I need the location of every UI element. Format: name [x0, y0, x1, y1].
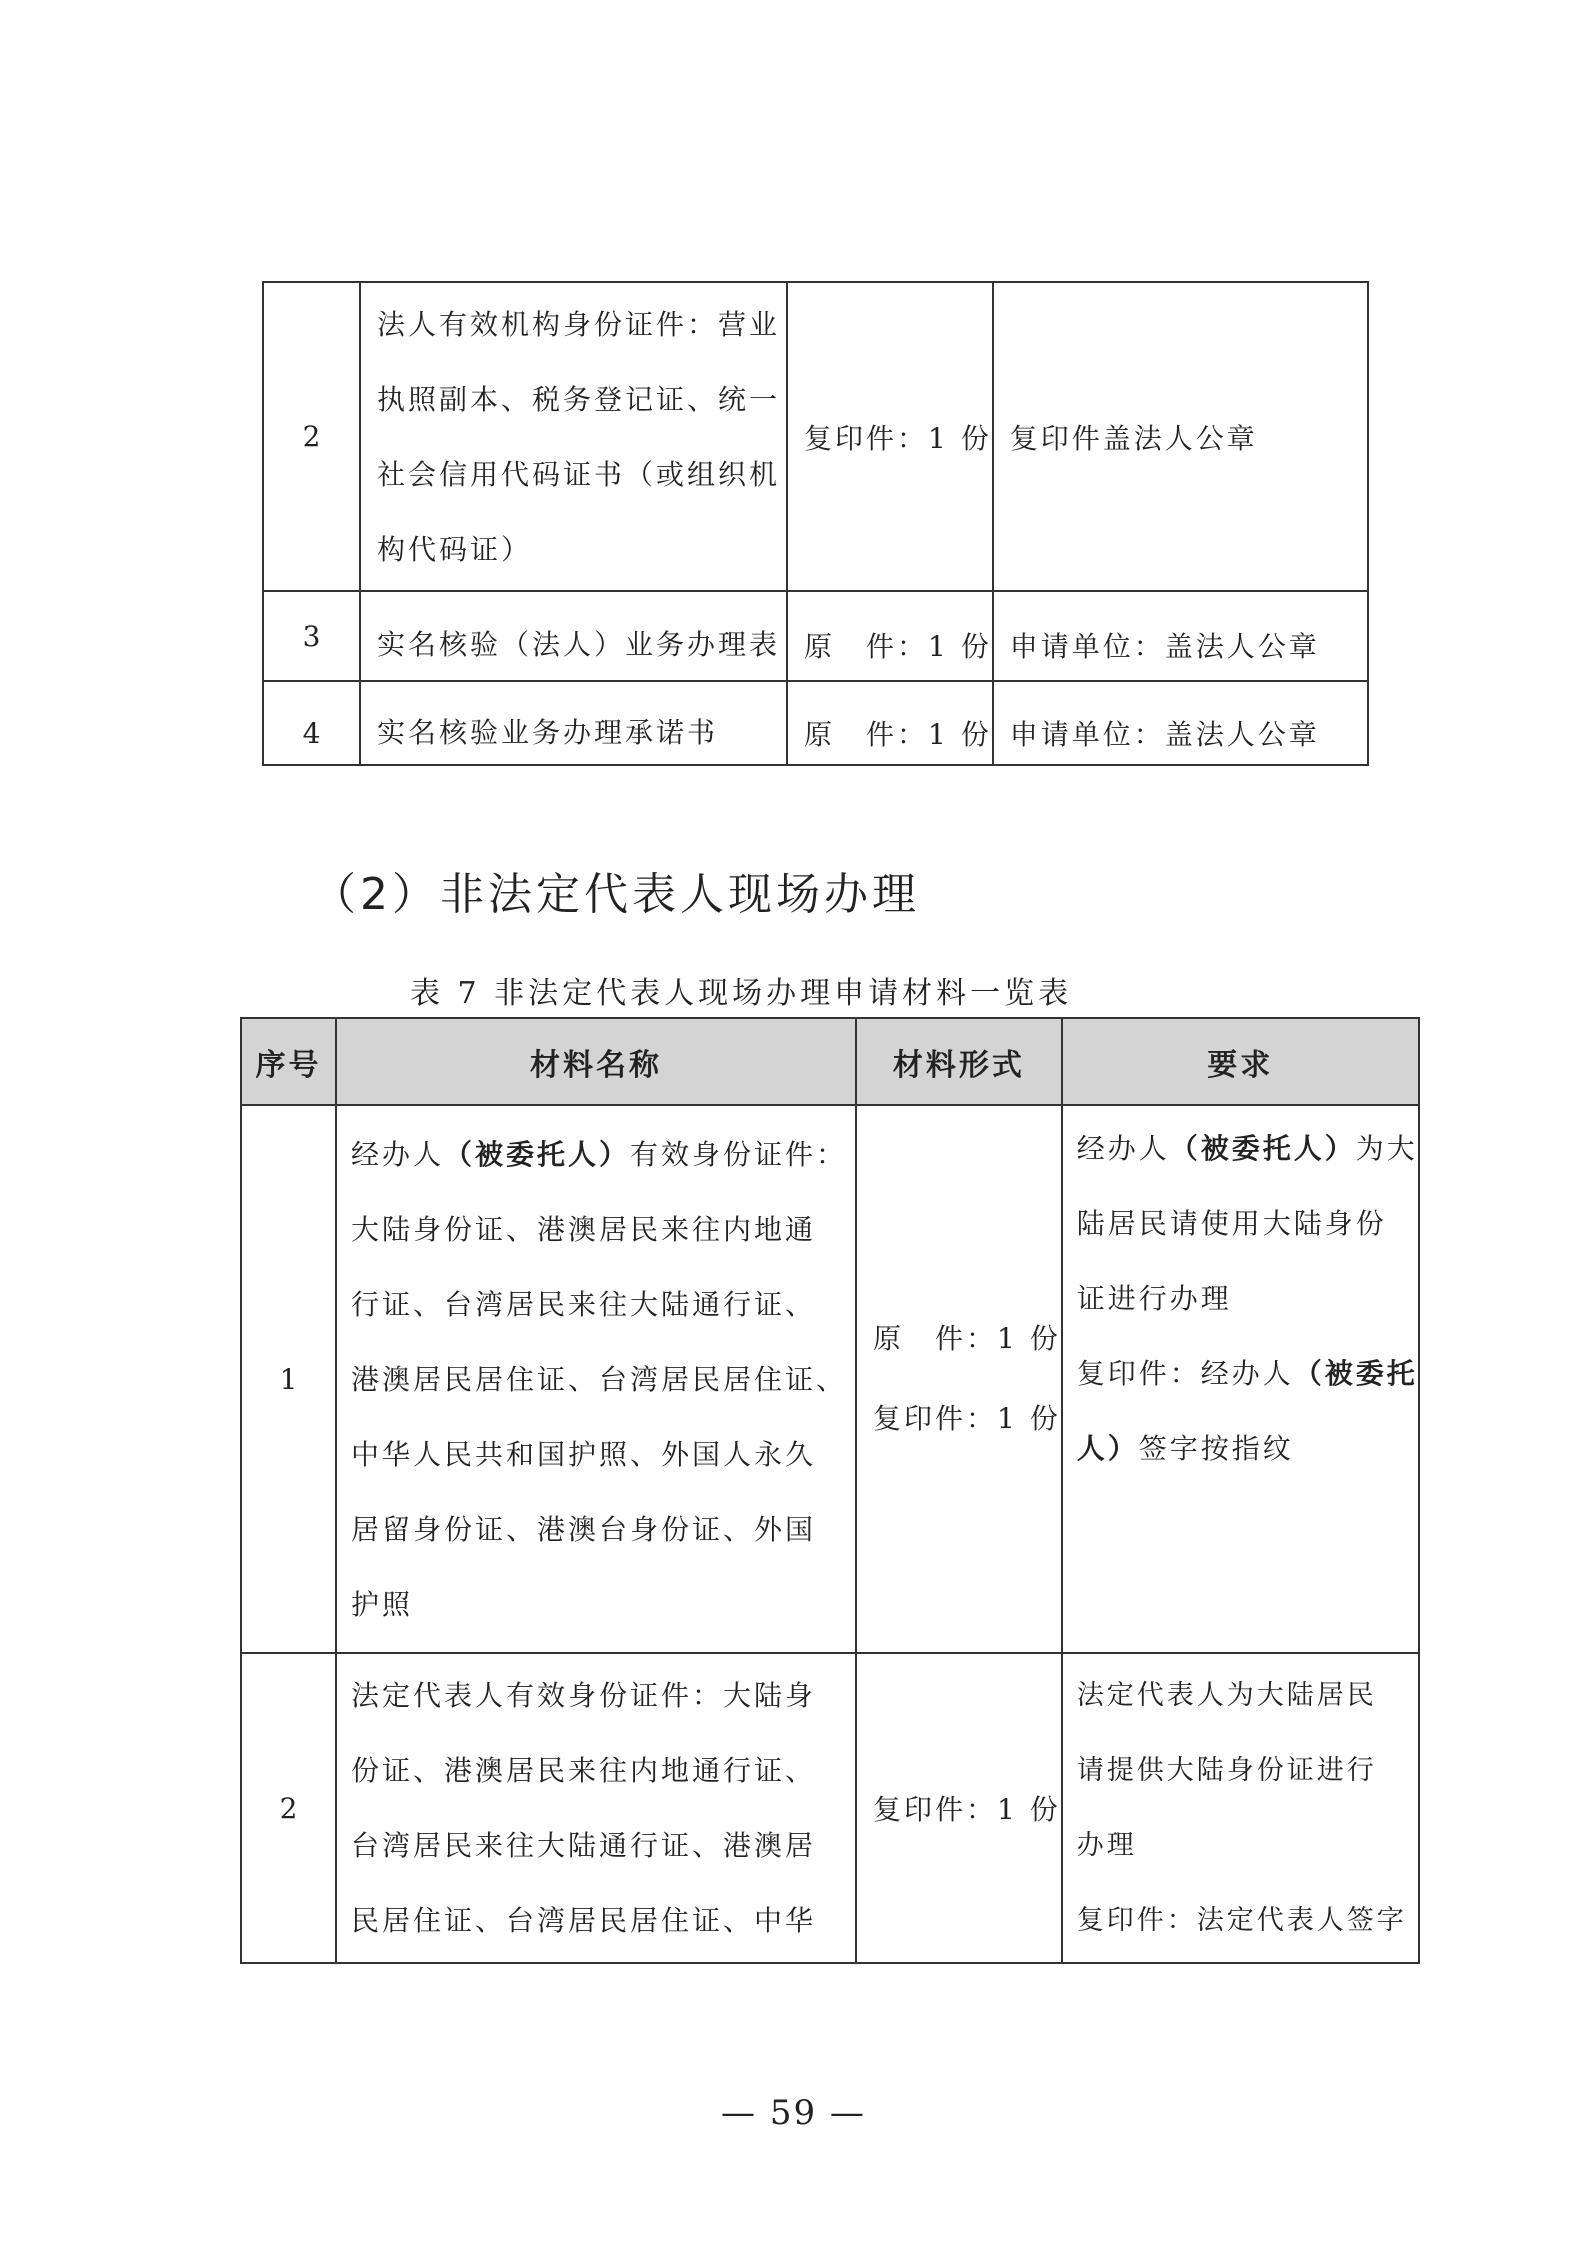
- material-name-cell: [336, 1653, 856, 1963]
- material-name-cell: 实名核验（法人）业务办理表: [360, 591, 787, 681]
- material-line: 大陆身份证、港澳居民来往内地通: [351, 1212, 817, 1246]
- row-number: 2: [263, 282, 360, 591]
- row-number: 2: [241, 1653, 336, 1963]
- requirement-cell: 申请单位：盖法人公章: [993, 591, 1368, 681]
- material-line: 行证、台湾居民来往大陆通行证、: [351, 1287, 817, 1321]
- material-form-cell: 原 件：1 份: [787, 591, 993, 681]
- material-form-cell: [856, 1105, 1062, 1653]
- materials-table-continued: [262, 281, 1369, 766]
- material-name-cell: [336, 1105, 856, 1653]
- column-header-number: 序号: [241, 1018, 336, 1105]
- material-line: 法定代表人有效身份证件：大陆身: [351, 1679, 817, 1712]
- requirement-cell: 复印件盖法人公章: [993, 282, 1368, 591]
- page-number: — 59 —: [721, 2093, 866, 2133]
- table-row: [263, 681, 1368, 765]
- material-line: 执照副本、税务登记证、统一: [377, 382, 781, 416]
- column-header-requirement: 要求: [1062, 1018, 1419, 1105]
- table-row: [263, 282, 1368, 591]
- material-form-cell: 原 件：1 份: [787, 681, 993, 765]
- material-line: 港澳居民居住证、台湾居民居住证、: [351, 1362, 848, 1396]
- table-row: [263, 591, 1368, 681]
- material-line: 护照: [351, 1587, 414, 1621]
- requirement-cell: [1062, 1653, 1419, 1963]
- requirement-line: 陆居民请使用大陆身份: [1076, 1207, 1387, 1240]
- requirement-line: 请提供大陆身份证进行: [1076, 1755, 1377, 1786]
- material-line: 经办人（被委托人）有效身份证件：: [351, 1137, 848, 1171]
- table-row: [241, 1105, 1419, 1653]
- material-form-cell: 复印件：1 份: [787, 282, 993, 591]
- material-line: 构代码证）: [377, 532, 533, 566]
- material-line: 民居住证、台湾居民居住证、中华: [351, 1904, 817, 1937]
- material-line: 中华人民共和国护照、外国人永久: [351, 1437, 817, 1471]
- material-line: 社会信用代码证书（或组织机: [377, 457, 781, 491]
- requirement-line: 证进行办理: [1076, 1282, 1232, 1315]
- materials-table: [240, 1017, 1420, 1964]
- form-line: 原 件：1 份: [873, 1322, 1061, 1355]
- column-header-form: 材料形式: [856, 1018, 1062, 1105]
- table-caption: 表 7 非法定代表人现场办理申请材料一览表: [410, 976, 1073, 1011]
- requirement-line: 经办人（被委托人）为大: [1076, 1132, 1418, 1165]
- material-name-cell: 实名核验业务办理承诺书: [360, 681, 787, 765]
- requirement-cell: [1062, 1105, 1419, 1653]
- material-name-cell: [360, 282, 787, 591]
- column-header-material: 材料名称: [336, 1018, 856, 1105]
- table-row: [241, 1653, 1419, 1963]
- requirement-line: 办理: [1076, 1830, 1137, 1861]
- material-line: 居留身份证、港澳台身份证、外国: [351, 1512, 817, 1546]
- material-line: 台湾居民来往大陆通行证、港澳居: [351, 1829, 817, 1862]
- row-number: 3: [263, 591, 360, 681]
- requirement-line: 法定代表人为大陆居民: [1076, 1680, 1377, 1711]
- section-heading: （2）非法定代表人现场办理: [312, 869, 920, 920]
- requirement-line: 复印件：法定代表人签字: [1076, 1905, 1407, 1936]
- table-header-row: [241, 1018, 1419, 1105]
- row-number: 4: [263, 681, 360, 765]
- material-form-cell: 复印件：1 份: [856, 1653, 1062, 1963]
- requirement-line: 人）签字按指纹: [1076, 1432, 1294, 1465]
- row-number: 1: [241, 1105, 336, 1653]
- requirement-cell: 申请单位：盖法人公章: [993, 681, 1368, 765]
- form-line: 复印件：1 份: [873, 1402, 1061, 1435]
- material-line: 法人有效机构身份证件：营业: [377, 307, 781, 341]
- material-line: 份证、港澳居民来往内地通行证、: [351, 1754, 817, 1787]
- requirement-line: 复印件：经办人（被委托: [1076, 1357, 1418, 1390]
